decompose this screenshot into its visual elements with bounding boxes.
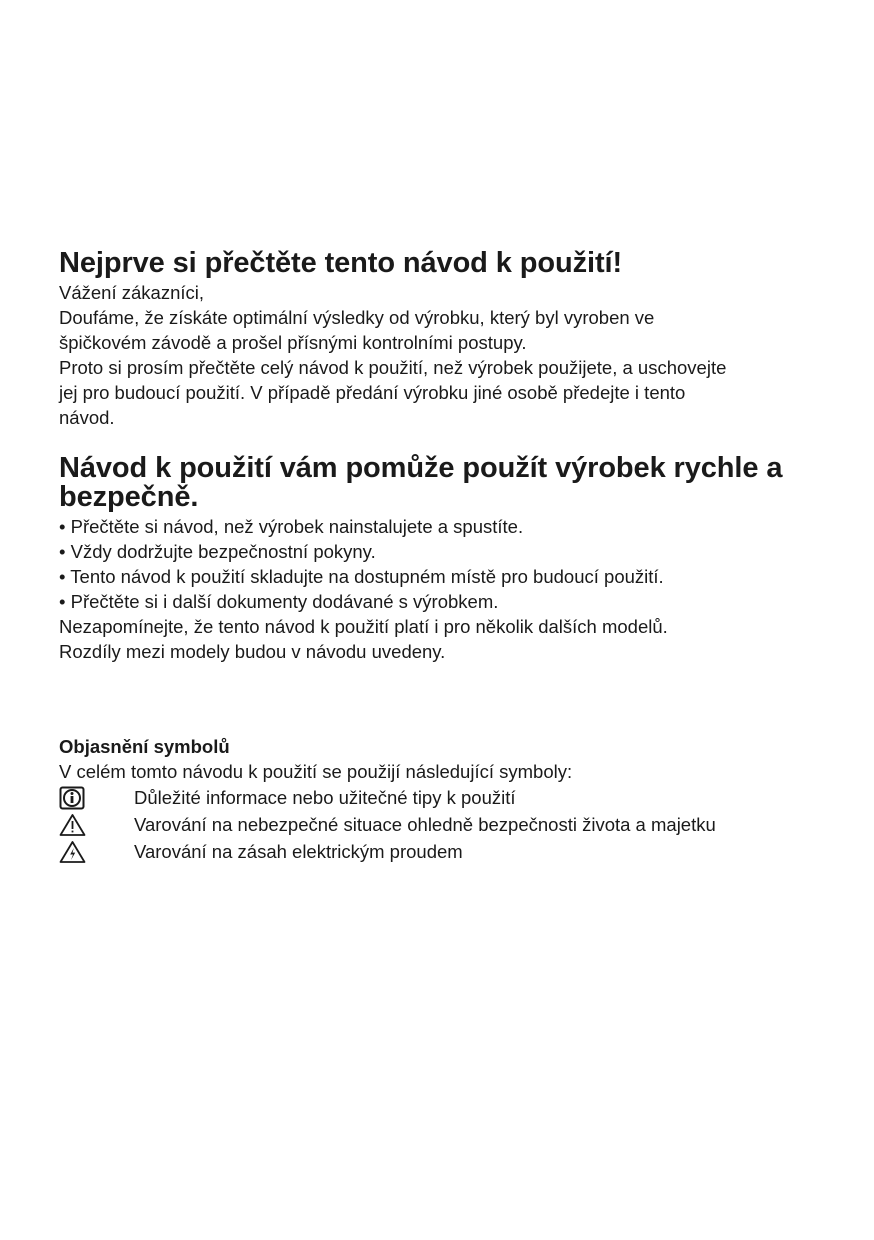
list-item: • Vždy dodržujte bezpečnostní pokyny. [59,541,376,562]
section-heading-line: Návod k použití vám pomůže použít výrobek rychle a [59,452,783,484]
symbol-description: Důležité informace nebo užitečné tipy k použití [134,786,516,808]
intro-line: špičkovém závodě a prošel přísnými kontrolními postupy. [59,332,527,353]
intro-section [59,246,829,430]
symbols-section [59,734,829,865]
electric-shock-icon [59,840,134,864]
symbols-intro: V celém tomto návodu k použití se použijí následující symboly: [59,761,573,782]
section-heading-line: bezpečně. [59,481,199,513]
intro-line: Doufáme, že získáte optimální výsledky od výrobku, který byl vyroben ve [59,307,655,328]
intro-line: jej pro budoucí použití. V případě předání výrobku jiné osobě předejte i tento [59,382,686,403]
list-item: • Tento návod k použití skladujte na dostupném místě pro budoucí použití. [59,566,664,587]
symbol-row [59,784,829,811]
greeting: Vážení zákazníci, [59,282,204,303]
instruction-list [59,514,829,614]
list-item: • Přečtěte si návod, než výrobek nainstalujete a spustíte. [59,516,524,537]
symbols-heading: Objasnění symbolů [59,736,230,757]
warning-icon [59,813,134,837]
symbol-row [59,838,829,865]
list-item: • Přečtěte si i další dokumenty dodávané s výrobkem. [59,591,499,612]
intro-line: návod. [59,407,115,428]
intro-line: Proto si prosím přečtěte celý návod k použití, než výrobek použijete, a uschovejte [59,357,727,378]
document-page [59,246,829,865]
symbol-description: Varování na nebezpečné situace ohledně bezpečnosti života a majetku [134,813,716,835]
page-title: Nejprve si přečtěte tento návod k použití! [59,247,623,279]
usage-section [59,454,829,664]
models-note: Nezapomínejte, že tento návod k použití platí i pro několik dalších modelů. [59,616,668,637]
symbol-row [59,811,829,838]
section-heading [59,454,829,512]
symbol-description: Varování na zásah elektrickým proudem [134,840,463,862]
models-note: Rozdíly mezi modely budou v návodu uvedeny. [59,641,446,662]
info-icon [59,786,134,810]
